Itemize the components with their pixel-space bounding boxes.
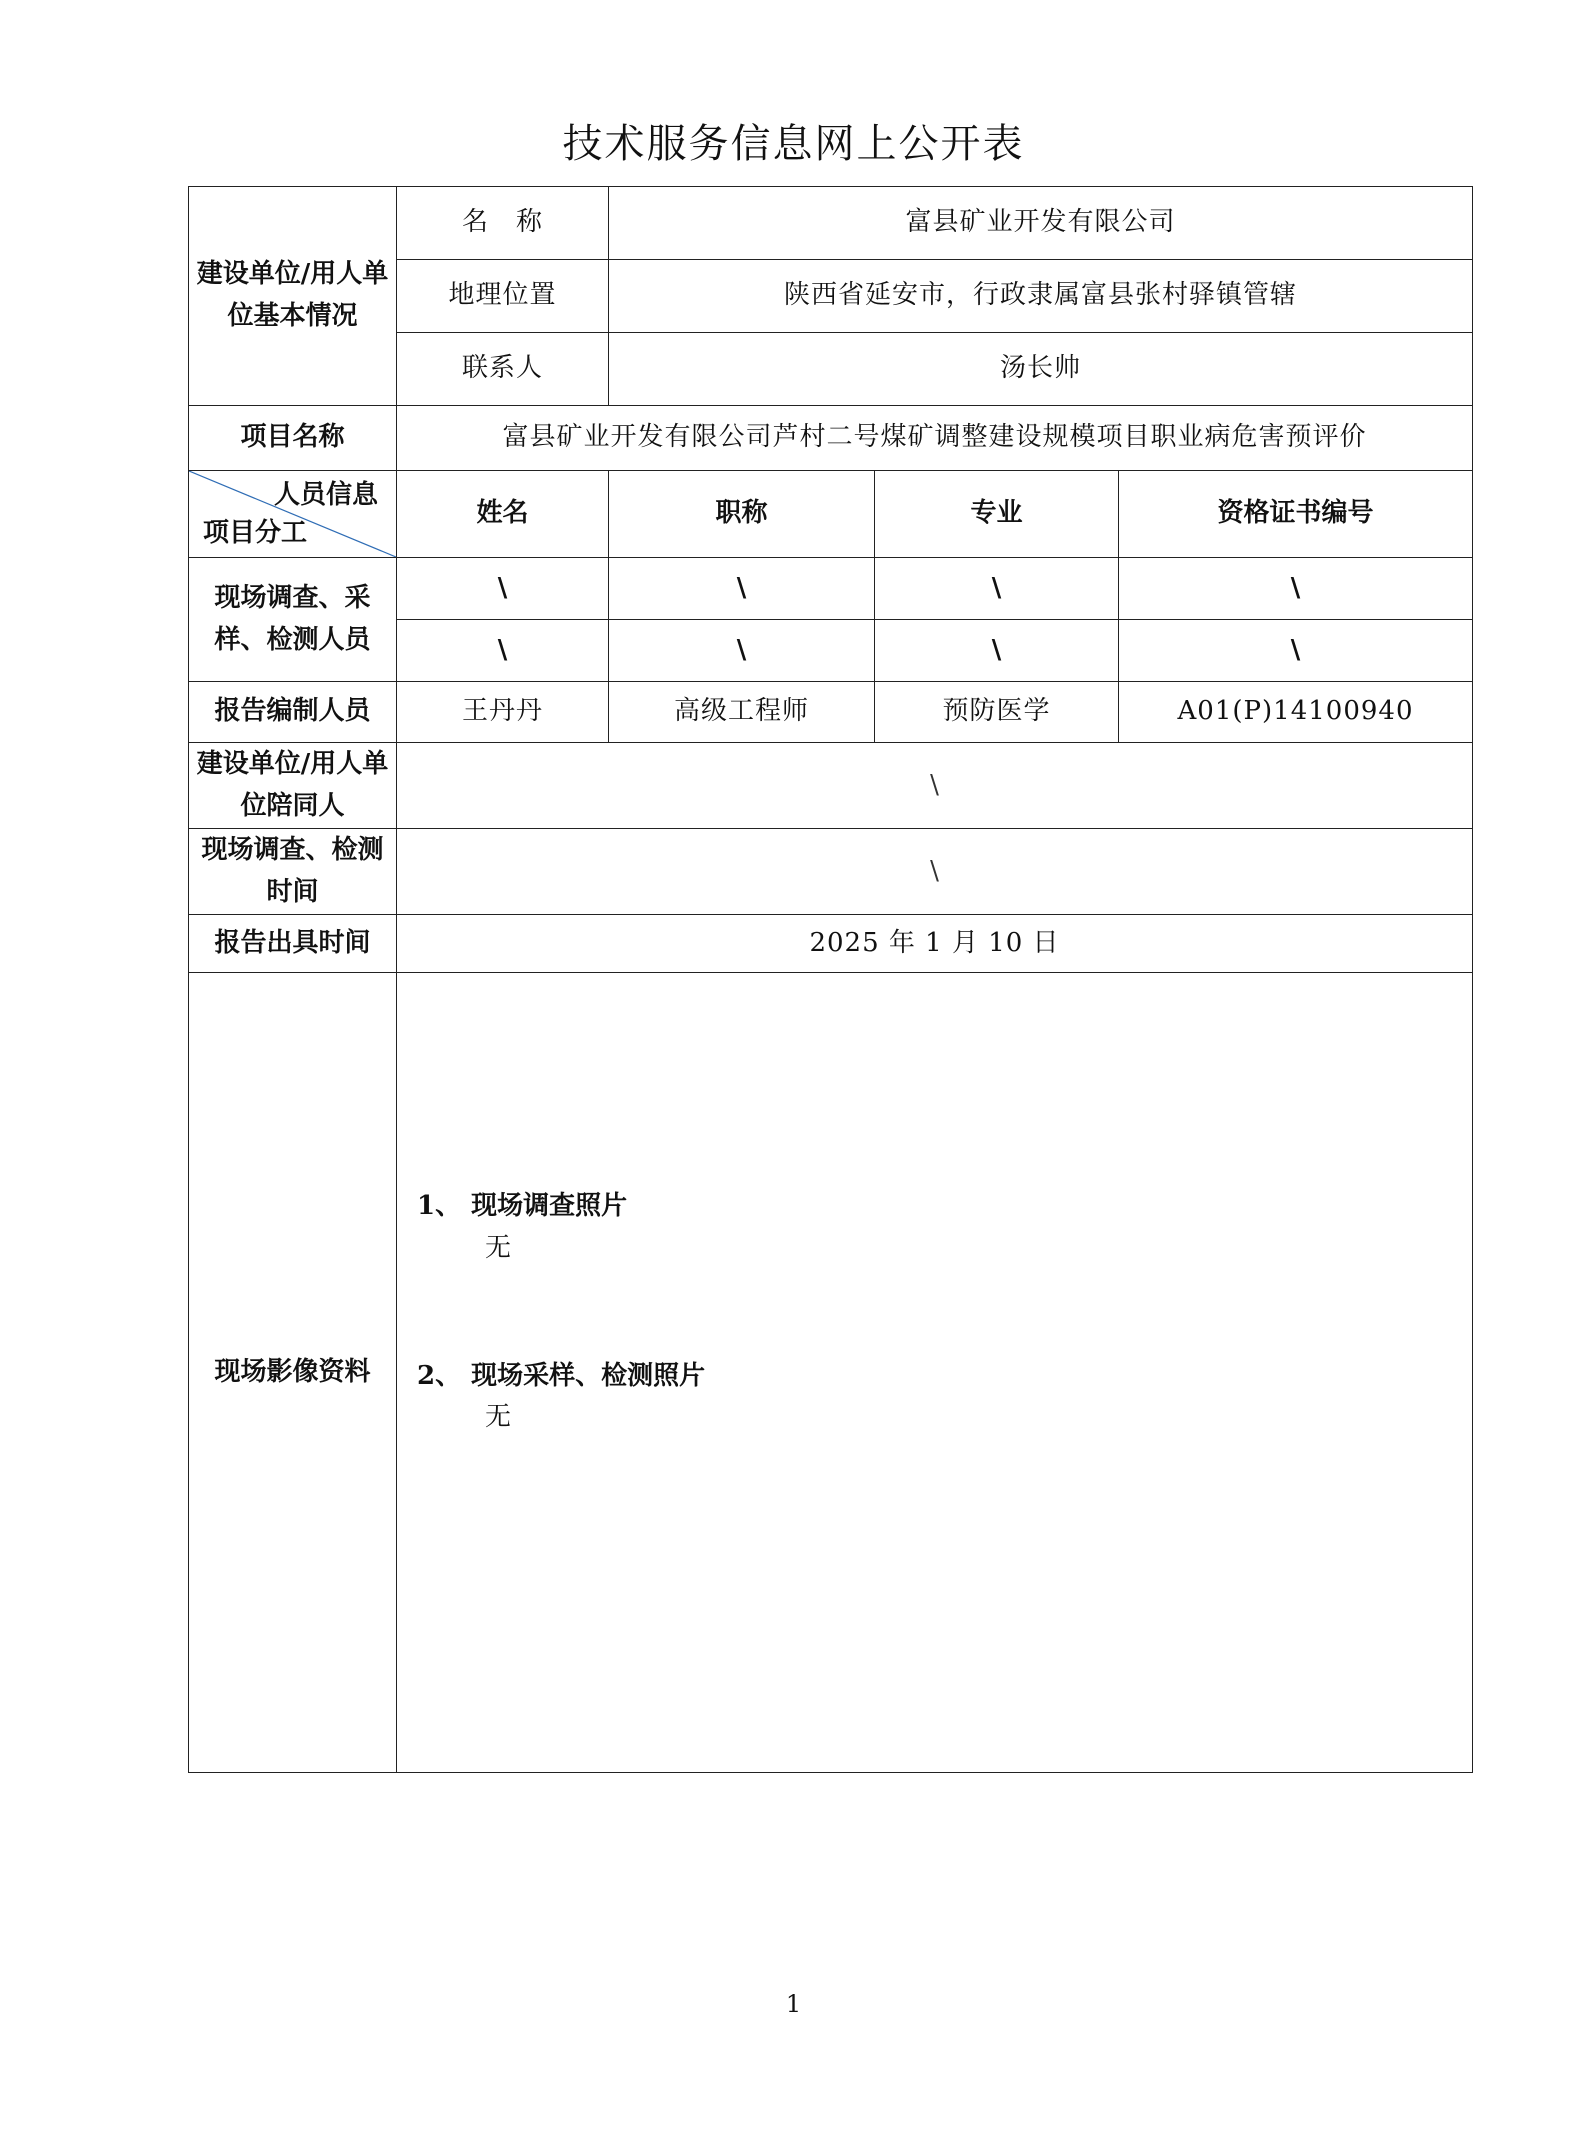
diag-top-label: 人员信息 xyxy=(273,480,378,510)
table-row xyxy=(189,406,1473,471)
field-staff-cell: \ xyxy=(609,558,875,620)
photos-label: 现场影像资料 xyxy=(189,973,397,1773)
location-value: 陕西省延安市，行政隶属富县张村驿镇管辖 xyxy=(609,260,1473,333)
table-row xyxy=(189,187,1473,260)
field-staff-cell: \ xyxy=(875,558,1119,620)
project-value: 富县矿业开发有限公司芦村二号煤矿调整建设规模项目职业病危害预评价 xyxy=(397,406,1473,471)
issue-time-label: 报告出具时间 xyxy=(189,915,397,973)
survey-time-label: 现场调查、检测时间 xyxy=(189,829,397,915)
field-staff-label: 现场调查、采样、检测人员 xyxy=(189,558,397,682)
contact-value: 汤长帅 xyxy=(609,333,1473,406)
photo-heading xyxy=(417,1186,1472,1228)
survey-time-value: \ xyxy=(397,829,1473,915)
report-staff-label: 报告编制人员 xyxy=(189,682,397,743)
table-row xyxy=(189,829,1473,915)
field-staff-cell: \ xyxy=(609,620,875,682)
field-staff-cell: \ xyxy=(1119,620,1473,682)
photo-value: 无 xyxy=(485,1402,512,1433)
project-label: 项目名称 xyxy=(189,406,397,471)
photo-heading-text: 现场采样、检测照片 xyxy=(471,1360,706,1391)
name-value: 富县矿业开发有限公司 xyxy=(609,187,1473,260)
photo-heading-number: 1、 xyxy=(417,1191,462,1222)
table-row xyxy=(189,915,1473,973)
field-staff-cell: \ xyxy=(397,620,609,682)
report-staff-major: 预防医学 xyxy=(875,682,1119,743)
photos-cell xyxy=(397,973,1473,1773)
photo-heading-text: 现场调查照片 xyxy=(471,1191,628,1222)
col-header-title: 职称 xyxy=(609,471,875,558)
photo-heading-number: 2、 xyxy=(417,1360,462,1391)
page-title: 技术服务信息网上公开表 xyxy=(562,121,1025,167)
photo-section-sampling xyxy=(417,1356,1472,1439)
diagonal-header-cell xyxy=(189,471,397,558)
field-staff-cell: \ xyxy=(397,558,609,620)
report-staff-cert: A01(P)14100940 xyxy=(1119,682,1473,743)
table-row xyxy=(189,743,1473,829)
contact-label: 联系人 xyxy=(397,333,609,406)
issue-time-value: 2025 年 1 月 10 日 xyxy=(397,915,1473,973)
photo-value: 无 xyxy=(485,1232,512,1263)
name-label: 名 称 xyxy=(397,187,609,260)
info-table xyxy=(188,186,1473,1773)
table-row xyxy=(189,682,1473,743)
table-row xyxy=(189,973,1473,1773)
photo-section-survey xyxy=(417,1186,1472,1269)
col-header-name: 姓名 xyxy=(397,471,609,558)
report-staff-name: 王丹丹 xyxy=(397,682,609,743)
diag-bottom-label: 项目分工 xyxy=(203,518,308,549)
col-header-cert: 资格证书编号 xyxy=(1119,471,1473,558)
field-staff-cell: \ xyxy=(875,620,1119,682)
report-staff-title: 高级工程师 xyxy=(609,682,875,743)
col-header-major: 专业 xyxy=(875,471,1119,558)
page-number: 1 xyxy=(785,1990,802,2018)
accompany-label: 建设单位/用人单位陪同人 xyxy=(189,743,397,829)
staff-header-row xyxy=(189,471,1473,558)
location-label: 地理位置 xyxy=(397,260,609,333)
accompany-value: \ xyxy=(397,743,1473,829)
basic-info-label: 建设单位/用人单位基本情况 xyxy=(189,187,397,406)
table-row xyxy=(189,558,1473,620)
photo-heading xyxy=(417,1356,1472,1398)
field-staff-cell: \ xyxy=(1119,558,1473,620)
